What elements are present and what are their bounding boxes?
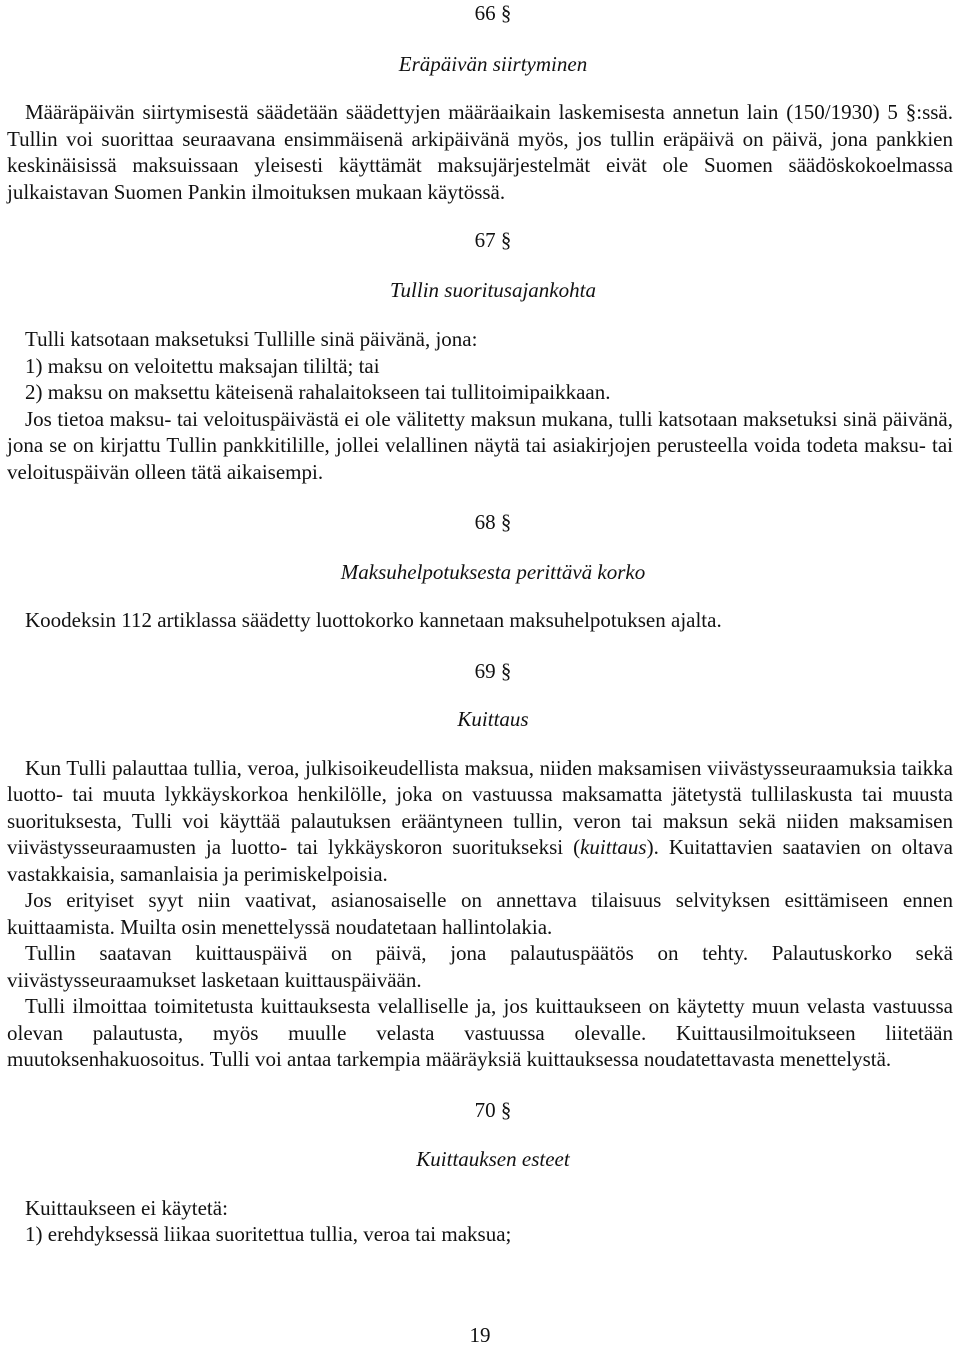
section-70 [7, 1097, 953, 1248]
section-paragraph: Tulli ilmoittaa toimitetusta kuittauksesta velalliselle ja, jos kuittaukseen on käytetty muun velasta vastuussa olevan palautusta, myös muulle velasta vastuussa olevalle. Kuittausilmoitukseen liitetään muutoksenhakuosoitus. Tulli voi antaa tarkempia määräyksiä kuittauksessa noudatettavasta menettelystä. [7, 994, 953, 1071]
section-title: Maksuhelpotuksesta perittävä korko [340, 559, 646, 584]
list-item: 2) maksu on maksettu käteisenä rahalaitokseen tai tullitoimipaikkaan. [25, 380, 611, 404]
section-67 [7, 227, 953, 485]
page-number: 19 [469, 1323, 491, 1347]
section-line: Tulli katsotaan maksetuksi Tullille sinä päivänä, jona: [25, 327, 478, 351]
paragraph-text: ). Kuitattavien saatavien on oltava vastakkaisia, samanlaisia ja perimiskelpoisia. [7, 835, 953, 886]
section-paragraph: Jos erityiset syyt niin vaativat, asianosaiselle on annettava tilaisuus selvityksen esittämiseen ennen kuittaamista. Muilta osin menettelyssä noudatetaan hallintolakia. [7, 888, 953, 939]
section-number: 68 § [474, 510, 512, 534]
section-paragraph: Koodeksin 112 artiklassa säädetty luottokorko kannetaan maksuhelpotuksen ajalta. [25, 608, 722, 632]
paragraph-text: Kun Tulli palauttaa tullia, veroa, julkisoikeudellista maksua, niiden maksamisen viivästysseuraamuksia taikka luotto- tai muuta lykkäyskorkoa henkilölle, joka on vastuussa maksamatta jätetystä tullilaskusta tai muusta suorituksesta, Tulli voi käyttää palautuksen erääntyneen tullin, veron tai maksun sekä niiden maksamisen viivästysseuraamusten ja luotto- tai lykkäyskoron suoritukseksi ( [7, 755, 953, 859]
document-page [7, 0, 953, 1248]
section-66 [7, 0, 953, 205]
list-item: 1) maksu on veloitettu maksajan tililtä; tai [25, 353, 380, 378]
section-paragraph: Jos tietoa maksu- tai veloituspäivästä ei ole välitetty maksun mukana, tulli katsotaan maksetuksi sinä päivänä, jona se on kirjattu Tullin pankkitilille, jollei velallinen näytä tai asiakirjojen perusteella voida todeta maksu- tai veloituspäivän olleen tätä aikaisempi. [7, 406, 953, 484]
section-title: Kuittauksen esteet [416, 1147, 570, 1171]
section-number: 67 § [474, 228, 512, 252]
section-paragraph: Tullin saatavan kuittauspäivä on päivä, jona palautuspäätös on tehty. Palautuskorko sekä viivästysseuraamukset lasketaan kuittauspäivään. [7, 941, 953, 992]
section-68 [7, 509, 953, 634]
list-item: 1) erehdyksessä liikaa suoritettua tullia, veroa tai maksua; [25, 1222, 512, 1246]
section-number: 66 § [474, 1, 512, 25]
section-number: 69 § [474, 658, 512, 683]
section-number: 70 § [474, 1097, 512, 1122]
section-line: Kuittaukseen ei käytetä: [25, 1195, 228, 1220]
section-paragraph: Määräpäivän siirtymisestä säädetään säädettyjen määräaikain laskemisesta annetun lain (150/1930) 5 §:ssä. Tullin voi suorittaa seuraavana ensimmäisenä arkipäivänä myös, jos tullin eräpäivä on päivä, jona pankkien keskinäisissä maksuissaan yleisesti käyttämät maksujärjestelmät eivät ole Suomen säädöskokoelmassa julkaistavan Suomen Pankin ilmoituksen mukaan käytössä. [7, 100, 953, 204]
section-title: Kuittaus [457, 707, 529, 731]
section-title: Tullin suoritusajankohta [390, 277, 596, 302]
defined-term: kuittaus [580, 835, 647, 859]
section-paragraph [7, 755, 953, 888]
section-title: Eräpäivän siirtyminen [398, 51, 588, 76]
section-69 [7, 658, 953, 1073]
